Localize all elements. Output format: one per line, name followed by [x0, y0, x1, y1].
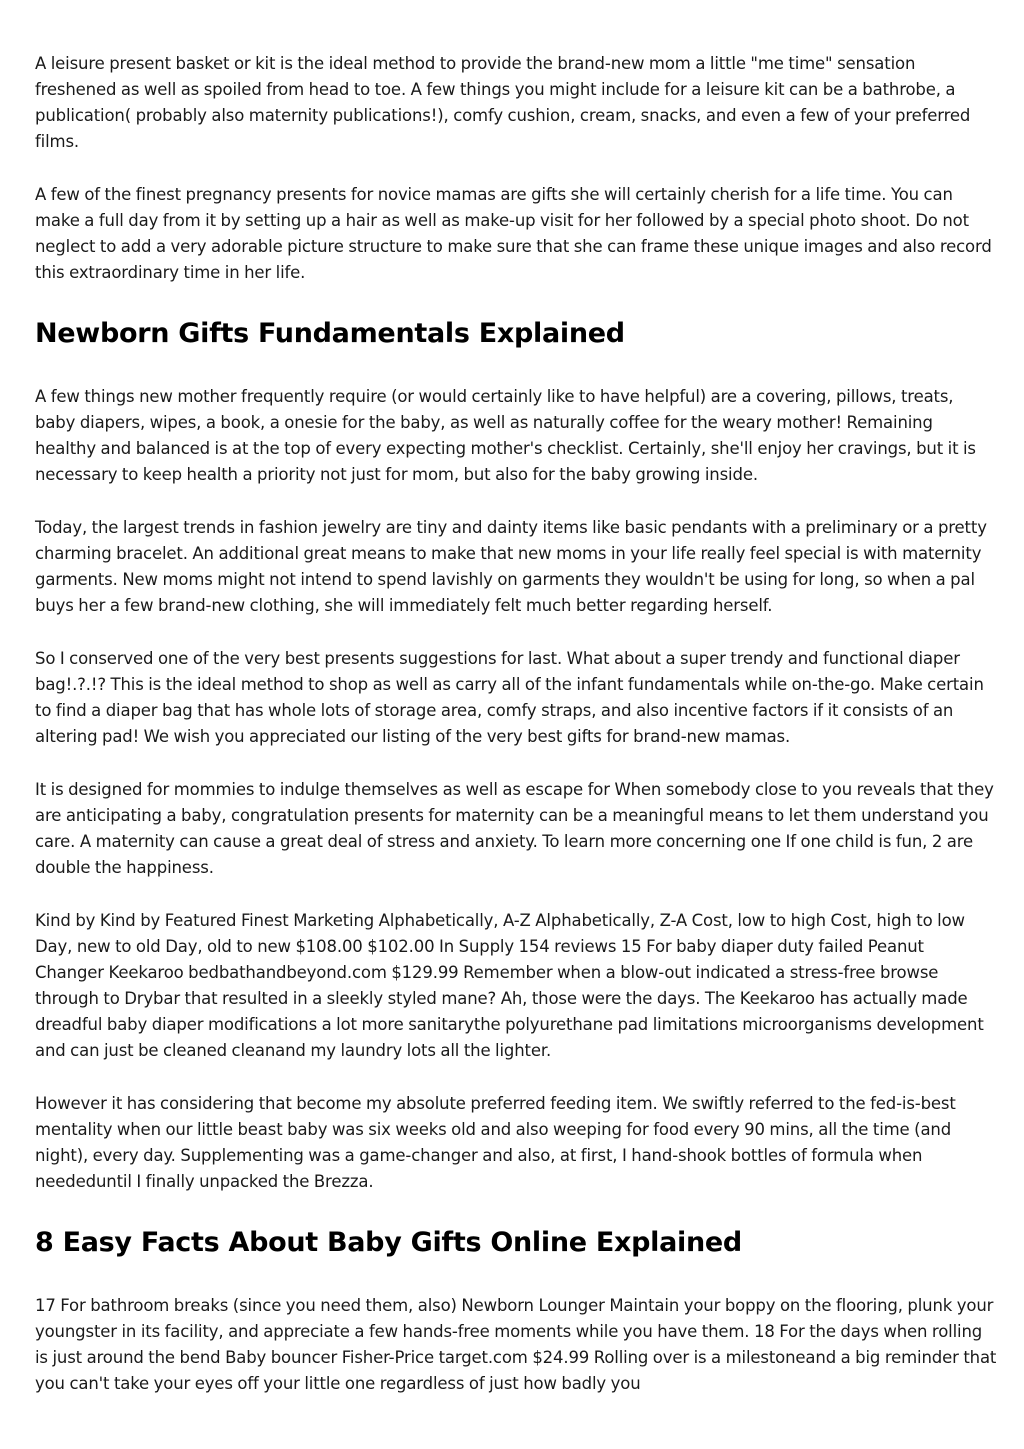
paragraph-section1-2: Today, the largest trends in fashion jewelry are tiny and dainty items like basic pendants with a preliminary or a pretty charming bracelet. An additional great means to make that new moms in your life really feel special is with maternity garments. New moms might not intend to spend lavishly on garments they wouldn't be using for long, so when a pal buys her a few brand-new clothing, she will immediately felt much better regarding herself.: [35, 518, 987, 615]
paragraph-section1-4: It is designed for mommies to indulge themselves as well as escape for When somebody close to you reveals that they are anticipating a baby, congratulation presents for maternity can be a meaningful means to let them understand you care. A maternity can cause a great deal of stress and anxiety. To learn more concerning one If one child is fun, 2 are double the happiness.: [35, 780, 994, 877]
paragraph-section1-5: Kind by Kind by Featured Finest Marketing Alphabetically, A-Z Alphabetically, Z-A Cost, low to high Cost, high to low Day, new to old Day, old to new $108.00 $102.00 In Supply 154 reviews 15 For baby diaper duty failed Peanut Changer Keekaroo bedbathandbeyond.com $129.99 Remember when a blow-out indicated a stress-free browse through to Drybar that resulted in a sleekly styled mane? Ah, those were the days. The Keekaroo has actually made dreadful baby diaper modifications a lot more sanitarythe polyurethane pad limitations microorganisms development and can just be cleaned cleanand my laundry lots all the lighter.: [35, 911, 984, 1060]
section-heading-baby-gifts-online: 8 Easy Facts About Baby Gifts Online Explained: [35, 1227, 742, 1258]
paragraph-section1-6: However it has considering that become my absolute preferred feeding item. We swiftly referred to the fed-is-best mentality when our little beast baby was six weeks old and also weeping for food every 90 mins, all the time (and night), every day. Supplementing was a game-changer and also, at first, I hand-shook bottles of formula when neededuntil I finally unpacked the Brezza.: [35, 1094, 956, 1191]
paragraph-intro-2: A few of the finest pregnancy presents for novice mamas are gifts she will certainly cherish for a life time. You can make a full day from it by setting up a hair as well as make-up visit for her followed by a special photo shoot. Do not neglect to add a very adorable picture structure to make sure that she can frame these unique images and also record this extraordinary time in her life.: [35, 185, 992, 282]
article: [35, 51, 997, 1424]
paragraph-section1-1: A few things new mother frequently require (or would certainly like to have helpful) are a covering, pillows, treats, baby diapers, wipes, a book, a onesie for the baby, as well as naturally coffee for the weary mother! Remaining healthy and balanced is at the top of every expecting mother's checklist. Certainly, she'll enjoy her cravings, but it is necessary to keep health a priority not just for mom, but also for the baby growing inside.: [35, 387, 976, 484]
paragraph-section1-3: So I conserved one of the very best presents suggestions for last. What about a super trendy and functional diaper bag!.?.!? This is the ideal method to shop as well as carry all of the infant fundamentals while on-the-go. Make certain to find a diaper bag that has whole lots of storage area, comfy straps, and also incentive factors if it consists of an altering pad! We wish you appreciated our listing of the very best gifts for brand-new mamas.: [35, 649, 984, 746]
paragraph-section2-1: 17 For bathroom breaks (since you need them, also) Newborn Lounger Maintain your boppy on the flooring, plunk your youngster in its facility, and appreciate a few hands-free moments while you have them. 18 For the days when rolling is just around the bend Baby bouncer Fisher-Price target.com $24.99 Rolling over is a milestoneand a big reminder that you can't take your eyes off your little one regardless of just how badly you: [35, 1296, 997, 1393]
section-heading-newborn-gifts: Newborn Gifts Fundamentals Explained: [35, 318, 625, 349]
paragraph-intro-1: A leisure present basket or kit is the ideal method to provide the brand-new mom a little "me time" sensation freshened as well as spoiled from head to toe. A few things you might include for a leisure kit can be a bathrobe, a publication( probably also maternity publications!), comfy cushion, cream, snacks, and even a few of your preferred films.: [35, 54, 971, 151]
